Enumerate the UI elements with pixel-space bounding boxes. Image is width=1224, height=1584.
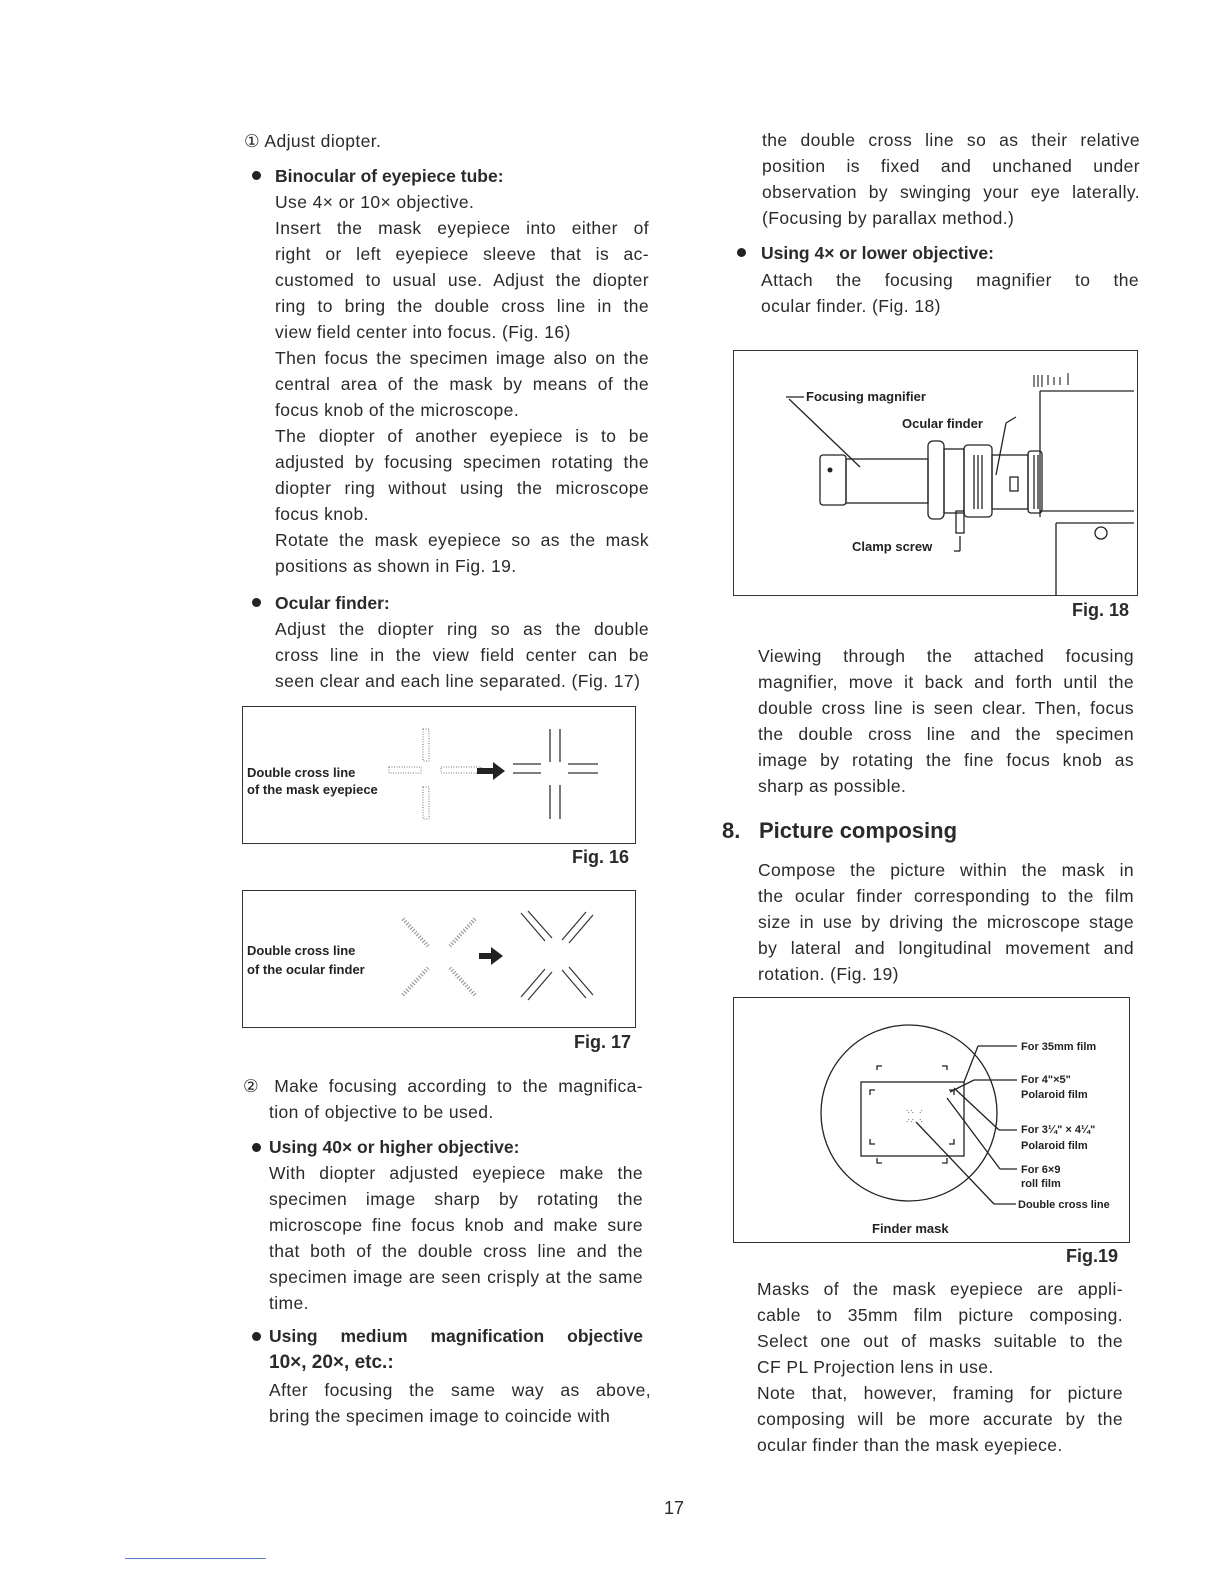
binocular-paragraph (275, 189, 649, 579)
figure-17 (242, 890, 636, 1028)
text-line: Use 4× or 10× objective. (275, 192, 475, 212)
bullet-icon (252, 1332, 261, 1341)
text-line: Masks of the mask eyepiece are appli- (757, 1279, 1123, 1299)
fig17-label-line1: Double cross line (247, 943, 356, 958)
text-line: (Focusing by parallax method.) (762, 208, 1015, 228)
text-line: ring to bring the double cross line in the (275, 296, 649, 316)
figure-16 (242, 706, 636, 844)
label-6x9-a: For 6×9 (1021, 1164, 1061, 1176)
text-line: central area of the mask by means of the (275, 374, 649, 394)
label-finder-mask: Finder mask (872, 1221, 949, 1236)
text-line: the ocular finder corresponding to the film (758, 886, 1134, 906)
text-line: focus knob. (275, 504, 369, 524)
text-line: Viewing through the attached focusing (758, 646, 1134, 666)
text-line: right or left eyepiece sleeve that is ac- (275, 244, 649, 264)
figure-19 (733, 997, 1130, 1243)
medium-objective-heading-2: 10×, 20×, etc.: (269, 1352, 394, 1373)
text-line: ② Make focusing according to the magnifica- (243, 1076, 643, 1096)
compose-paragraph (758, 857, 1134, 987)
fig19-diagram (734, 998, 1129, 1242)
text-line: adjusted by focusing specimen rotating the (275, 452, 649, 472)
bullet-icon (252, 598, 261, 607)
fig16-label-line1: Double cross line (247, 765, 356, 780)
text-line: With diopter adjusted eyepiece make the (269, 1163, 643, 1183)
bullet-icon (252, 171, 261, 180)
label-4x5-b: Polaroid film (1021, 1089, 1088, 1101)
label-35mm: For 35mm film (1021, 1041, 1097, 1053)
fig17-diagram (243, 891, 635, 1027)
figure-18 (733, 350, 1138, 596)
fig16-diagram (243, 707, 635, 843)
text-line: tion of objective to be used. (269, 1102, 494, 1122)
fig19-caption: Fig.19 (1066, 1246, 1119, 1266)
label-clamp-screw: Clamp screw (852, 539, 933, 554)
text-line: sharp as possible. (758, 776, 907, 796)
double-cross-icon (513, 729, 598, 819)
dotted-x-icon (403, 919, 475, 995)
text-line: Note that, however, framing for picture (757, 1383, 1123, 1403)
fig17-caption: Fig. 17 (574, 1032, 632, 1052)
text-line: Select one out of masks suitable to the (757, 1331, 1123, 1351)
text-line: CF PL Projection lens in use. (757, 1357, 994, 1377)
text-line: Rotate the mask eyepiece so as the mask (275, 530, 649, 550)
scale-ticks-icon (1034, 373, 1068, 387)
text-line: Insert the mask eyepiece into either of (275, 218, 649, 238)
high-objective-heading: Using 40× or higher objective: (269, 1137, 520, 1157)
text-line: customed to usual use. Adjust the diopter (275, 270, 649, 290)
low-objective-paragraph (761, 267, 1139, 319)
text-line: position is fixed and unchaned under (762, 156, 1140, 176)
ocular-paragraph (275, 616, 649, 694)
step-2-paragraph (243, 1073, 643, 1125)
text-line: observation by swinging your eye laterally. (762, 182, 1140, 202)
text-line: positions as shown in Fig. 19. (275, 556, 517, 576)
text-line: focus knob of the microscope. (275, 400, 520, 420)
label-3x4-b: Polaroid film (1021, 1140, 1088, 1152)
text-line: cross line in the view field center can be (275, 645, 649, 665)
text-line: The diopter of another eyepiece is to be (275, 426, 649, 446)
text-line: the double cross line and the specimen (758, 724, 1134, 744)
text-line: ocular finder than the mask eyepiece. (757, 1435, 1063, 1455)
fig16-label-line2: of the mask eyepiece (247, 782, 378, 797)
bullet-icon (737, 248, 746, 257)
footer-rule (125, 1558, 266, 1559)
masks-paragraph (757, 1276, 1123, 1458)
label-3x4-a: For 3¼" × 4¼" (1021, 1124, 1096, 1136)
label-4x5-a: For 4"×5" (1021, 1074, 1071, 1086)
arrow-right-icon (477, 762, 505, 780)
text-line: the double cross line so as their relative (762, 130, 1140, 150)
medium-objective-heading-1: Using medium magnification objective (269, 1326, 643, 1346)
text-line: diopter ring without using the microscope (275, 478, 649, 498)
bullet-icon (252, 1143, 261, 1152)
text-line: view field center into focus. (Fig. 16) (275, 322, 571, 342)
text-line: Adjust the diopter ring so as the double (275, 619, 649, 639)
continued-paragraph (762, 127, 1140, 231)
low-objective-heading: Using 4× or lower objective: (761, 243, 994, 263)
fig18-caption: Fig. 18 (1072, 600, 1130, 620)
text-line: specimen image sharp by rotating the (269, 1189, 643, 1209)
double-x-icon (521, 911, 593, 1000)
dotted-cross-icon (389, 729, 481, 819)
text-line: that both of the double cross line and the (269, 1241, 643, 1261)
label-focusing-magnifier: Focusing magnifier (806, 389, 926, 404)
text-line: specimen image are seen crisply at the same (269, 1267, 643, 1287)
text-line: After focusing the same way as above, (269, 1380, 651, 1400)
text-line: image by rotating the fine focus knob as (758, 750, 1134, 770)
label-ocular-finder: Ocular finder (902, 416, 983, 431)
ocular-heading: Ocular finder: (275, 593, 390, 613)
label-double-cross: Double cross line (1018, 1199, 1110, 1211)
viewing-paragraph (758, 643, 1134, 799)
step-1-text: ① Adjust diopter. (244, 131, 382, 151)
fig17-label-line2: of the ocular finder (247, 962, 365, 977)
text-line: Attach the focusing magnifier to the (761, 270, 1139, 290)
medium-objective-paragraph (269, 1377, 651, 1429)
text-line: magnifier, move it back and forth until the (758, 672, 1134, 692)
section-title: Picture composing (759, 818, 958, 843)
text-line: size in use by driving the microscope stage (758, 912, 1134, 932)
text-line: by lateral and longitudinal movement and (758, 938, 1134, 958)
high-objective-paragraph (269, 1160, 643, 1316)
page-number: 17 (664, 1498, 685, 1518)
text-line: double cross line is seen clear. Then, focus (758, 698, 1134, 718)
arrow-right-icon (479, 947, 503, 965)
text-line: ocular finder. (Fig. 18) (761, 296, 941, 316)
text-line: Then focus the specimen image also on the (275, 348, 649, 368)
fig16-caption: Fig. 16 (572, 847, 630, 867)
binocular-heading: Binocular of eyepiece tube: (275, 166, 504, 186)
text-line: bring the specimen image to coincide with (269, 1406, 611, 1426)
text-line: Compose the picture within the mask in (758, 860, 1134, 880)
section-number: 8. (722, 818, 741, 843)
left-column (238, 128, 650, 154)
double-cross-mark-icon (907, 1110, 922, 1122)
text-line: time. (269, 1293, 309, 1313)
text-line: microscope fine focus knob and make sure (269, 1215, 643, 1235)
text-line: composing will be more accurate by the (757, 1409, 1123, 1429)
label-6x9-b: roll film (1021, 1178, 1061, 1190)
text-line: seen clear and each line separated. (Fig. 17) (275, 671, 641, 691)
text-line: cable to 35mm film picture composing. (757, 1305, 1123, 1325)
fig18-diagram (734, 351, 1137, 595)
text-line: rotation. (Fig. 19) (758, 964, 899, 984)
